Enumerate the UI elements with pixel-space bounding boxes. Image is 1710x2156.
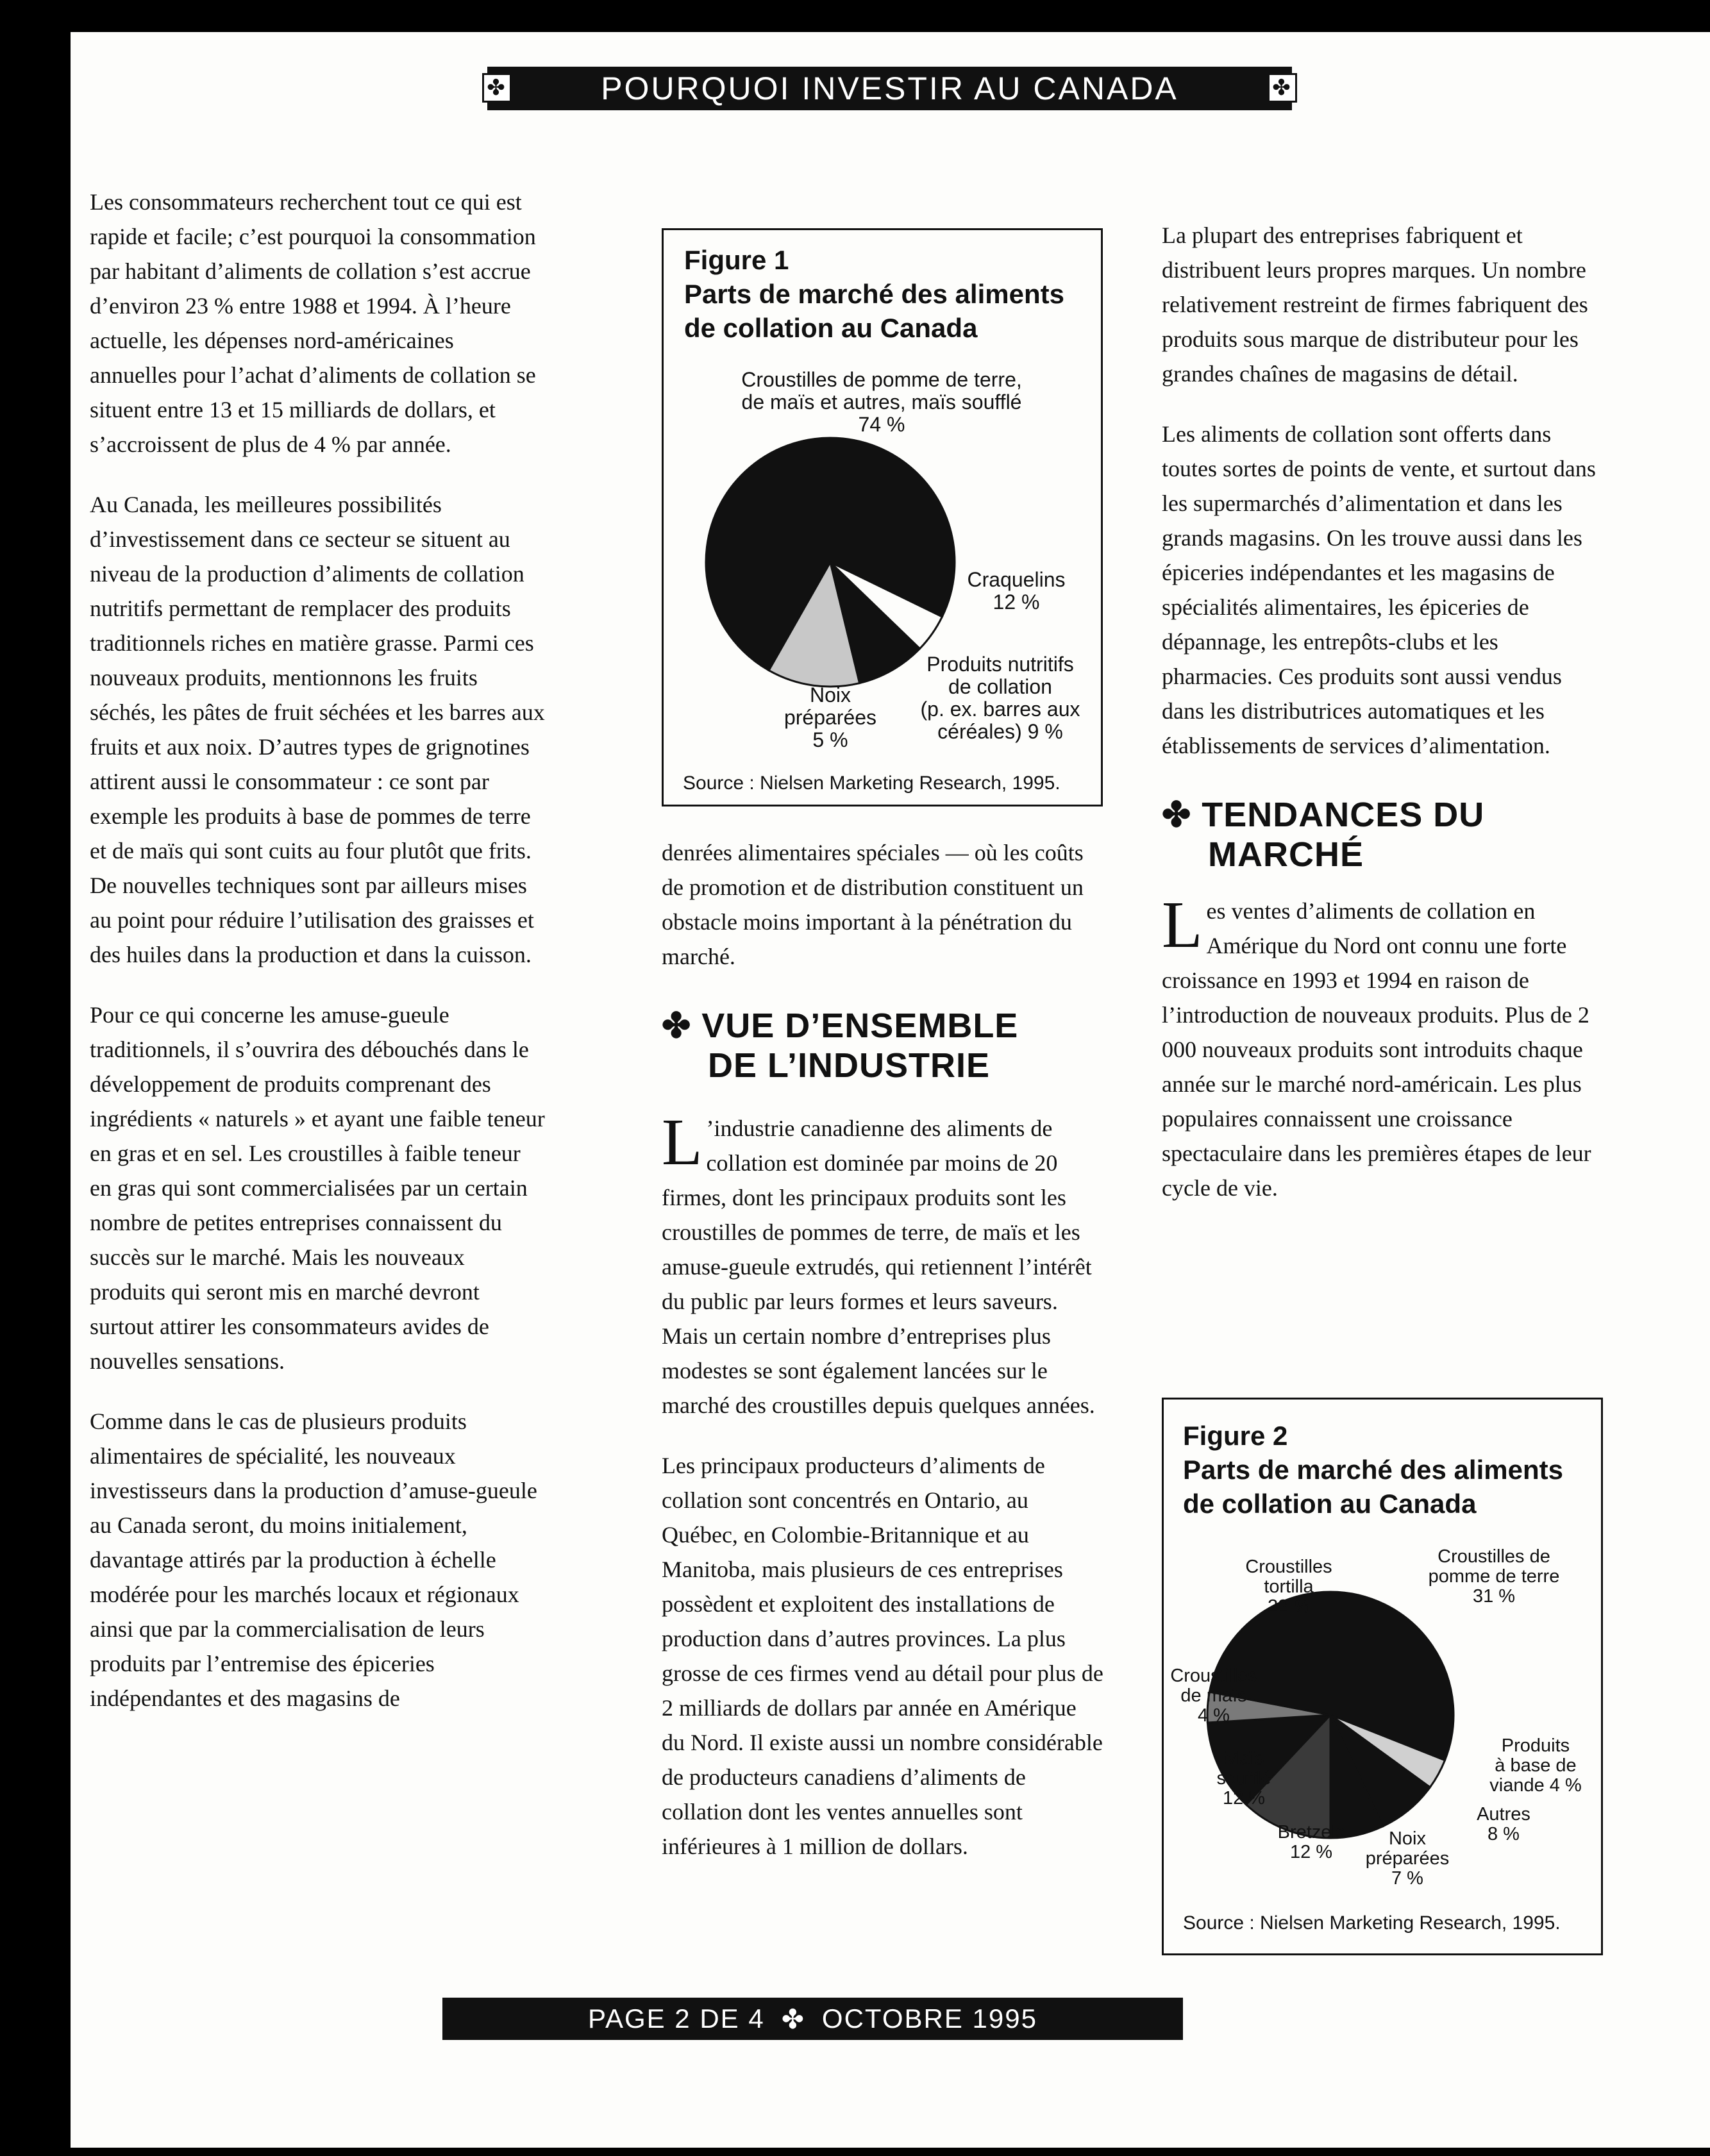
drop-cap: L xyxy=(1162,888,1203,962)
maple-leaf-icon: ✤ xyxy=(1162,796,1202,834)
column-2 xyxy=(662,835,1104,1889)
column-3 xyxy=(1162,218,1604,1231)
section-heading: ✤ VUE D’ENSEMBLE DE L’INDUSTRIE xyxy=(662,1007,1019,1085)
header-bar xyxy=(487,67,1292,110)
section-heading: ✤ TENDANCES DU MARCHÉ xyxy=(1162,796,1485,874)
slice-label: Croustilles de pomme de terre 31 % xyxy=(1428,1546,1560,1607)
page-number: PAGE 2 DE 4 xyxy=(588,2003,765,2034)
column-1 xyxy=(90,185,545,1741)
slice-label: Maïs soufflé 12 % xyxy=(1216,1748,1271,1809)
slice-label: Noix préparées 5 % xyxy=(784,683,877,751)
maple-leaf-icon: ✤ xyxy=(781,2003,805,2034)
paragraph: Comme dans le cas de plusieurs produits alimentaires de spécialité, les nouveaux investisseurs dans la production d’amuse-gueule au Canada seront, du moins initialement, davantage attirés par la production à échelle modérée pour les marchés locaux et régionaux ainsi que par la commercialisation de leurs produits par l’entremise des épiceries indépendantes et des magasins de xyxy=(90,1408,537,1711)
figure-1-source: Source : Nielsen Marketing Research, 1995. xyxy=(683,773,1060,794)
slice-label: Croustilles de maïs 4 % xyxy=(1170,1666,1257,1726)
figure-1-label: Figure 1 xyxy=(684,245,789,275)
figure-1-title: de collation au Canada xyxy=(684,313,978,343)
drop-cap: L xyxy=(662,1105,703,1179)
maple-leaf-flag-icon: ✤ xyxy=(482,73,512,103)
paragraph: Les principaux producteurs d’aliments de collation sont concentrés en Ontario, au Québec, en Colombie-Britannique et au Manitoba, mais plusieurs de ces entreprises possèdent et exploitent des installations de production dans d’autres provinces. La plus grosse de ces firmes vend au détail pour plus de 2 milliards de dollars par année en Amérique du Nord. Il existe aussi un nombre considérable de producteurs canadiens d’aliments de collation dont les ventes annuelles sont inférieures à 1 million de dollars. xyxy=(662,1453,1103,1859)
figure-2-box xyxy=(1162,1398,1603,1955)
slice-label: Croustilles tortilla 22 % xyxy=(1245,1557,1332,1617)
slice-label: Croustilles de pomme de terre, de maïs et autres, maïs soufflé 74 % xyxy=(741,368,1022,436)
slice-label: Bretzels 12 % xyxy=(1277,1822,1345,1862)
figure-1-box xyxy=(662,228,1103,806)
slice-label: Craquelins 12 % xyxy=(967,568,1066,614)
footer-bar xyxy=(442,1998,1183,2040)
paragraph: Les aliments de collation sont offerts dans toutes sortes de points de vente, et surtout dans les supermarchés d’alimentation et dans les grands magasins. On les trouve aussi dans les épiceries indépendantes et les magasins de spécialités alimentaires, les épiceries de dépannage, les entrepôts-clubs et les pharmacies. Ces produits sont aussi vendus dans les distributrices automatiques et les établissements de services d’alimentation. xyxy=(1162,421,1596,758)
header-title: POURQUOI INVESTIR AU CANADA xyxy=(601,71,1178,106)
paragraph: La plupart des entreprises fabriquent et distribuent leurs propres marques. Un nombre relativement restreint de firmes fabriquent des produits sous marque de distributeur pour les grandes chaînes de magasins de détail. xyxy=(1162,222,1588,387)
slice-label: Noix préparées 7 % xyxy=(1365,1828,1450,1889)
paragraph: Pour ce qui concerne les amuse-gueule traditionnels, il s’ouvrira des débouchés dans le développement de produits comprenant des ingrédients « naturels » et ayant une faible teneur en gras et en sel. Les croustilles à faible teneur en gras qui sont commercialisées par un certain nombre de petites entreprises connaissent du succès sur le marché. Mais les nouveaux produits qui seront mis en marché devront surtout attirer les consommateurs avides de nouvelles sensations. xyxy=(90,1002,545,1374)
figure-2-title: de collation au Canada xyxy=(1183,1489,1477,1519)
figure-2-title: Parts de marché des aliments xyxy=(1183,1455,1563,1485)
figure-2-label: Figure 2 xyxy=(1183,1421,1288,1451)
paragraph: L ’industrie canadienne des aliments de collation est dominée par moins de 20 firmes, dont les principaux produits sont les croustilles de pommes de terre, de maïs et les amuse-gueule extrudés, qui retiennent l’intérêt du public par leurs formes et leurs saveurs. Mais un certain nombre d’entreprises plus modestes se sont également lancées sur le marché des croustilles depuis quelques années. xyxy=(662,1105,1095,1418)
paragraph: denrées alimentaires spéciales — où les coûts de promotion et de distribution constituent un obstacle moins important à la pénétration du marché. xyxy=(662,840,1084,969)
paragraph: Les ventes d’aliments de collation en Amérique du Nord ont connu une forte croissance en 1993 et 1994 en raison de l’introduction de nouveaux produits. Plus de 2 000 nouveaux produits sont introduits chaque année sur le marché nord-américain. Les plus populaires connaissent une croissance spectaculaire dans les premières étapes de leur cycle de vie. xyxy=(1162,888,1591,1201)
issue-date: OCTOBRE 1995 xyxy=(821,2003,1037,2034)
maple-leaf-flag-icon: ✤ xyxy=(1268,73,1297,103)
slice-label: Produits à base de viande 4 % xyxy=(1489,1735,1582,1796)
paragraph: Au Canada, les meilleures possibilités d’investissement dans ce secteur se situent au niveau de la production d’aliments de collation nutritifs permettant de remplacer des produits traditionnels riches en matière grasse. Parmi ces nouveaux produits, mentionnons les fruits séchés, les pâtes de fruit séchées et les barres aux fruits et aux noix. D’autres types de grignotines attirent aussi le consommateur : ce sont par exemple les produits à base de pommes de terre et de maïs qui sont cuits au four plutôt que frits. De nouvelles techniques sont par ailleurs mises au point pour réduire l’utilisation des graisses et des huiles dans la production et dans la cuisson. xyxy=(90,492,545,967)
slice-label: Autres 8 % xyxy=(1477,1804,1530,1844)
paragraph: Les consommateurs recherchent tout ce qui est rapide et facile; c’est pourquoi la consommation par habitant d’aliments de collation s’est accrue d’environ 23 % entre 1988 et 1994. À l’heure actuelle, les dépenses nord-américaines annuelles pour l’achat d’aliments de collation se situent entre 13 et 15 milliards de dollars, et s’accroissent de plus de 4 % par année. xyxy=(90,189,536,457)
figure-1-title: Parts de marché des aliments xyxy=(684,279,1064,309)
slice-label: Produits nutritifs de collation (p. ex. barres aux céréales) 9 % xyxy=(920,653,1080,743)
figure-2-source: Source : Nielsen Marketing Research, 1995. xyxy=(1183,1912,1561,1934)
maple-leaf-icon: ✤ xyxy=(662,1007,702,1045)
